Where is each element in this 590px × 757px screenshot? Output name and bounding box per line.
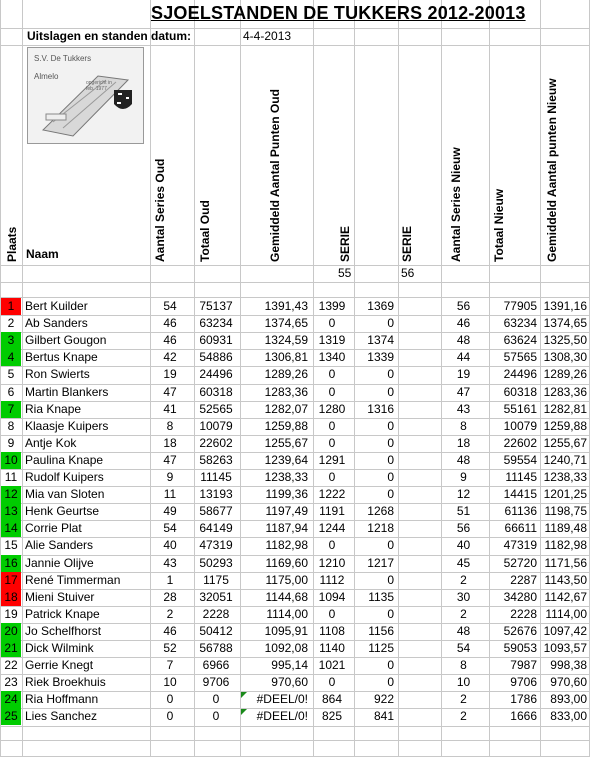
- serie-2-cell[interactable]: 0: [387, 452, 394, 467]
- gem-nieuw-cell[interactable]: 1283,36: [543, 384, 587, 399]
- serie-1-cell[interactable]: 1244: [318, 521, 346, 536]
- player-name-cell[interactable]: Ria Hoffmann: [25, 692, 99, 707]
- totaal-oud-cell[interactable]: 60318: [199, 384, 233, 399]
- serie-2-cell[interactable]: 1268: [367, 504, 394, 519]
- table-row: [0, 640, 590, 657]
- totaal-nieuw-cell[interactable]: 9706: [510, 675, 537, 690]
- serie-1-cell[interactable]: 864: [321, 692, 343, 707]
- totaal-oud-cell[interactable]: 64149: [199, 521, 233, 536]
- gem-nieuw-cell[interactable]: 1097,42: [543, 623, 587, 638]
- header-plaats: Plaats: [5, 226, 19, 262]
- aantal-series-oud-cell[interactable]: 0: [166, 692, 174, 707]
- rank-cell[interactable]: 10: [1, 452, 21, 469]
- table-row: [0, 401, 590, 418]
- serie-2-cell[interactable]: 0: [387, 538, 394, 553]
- header-gem-nieuw: Gemiddeld Aantal punten Nieuw: [545, 78, 559, 262]
- player-name-cell[interactable]: Ria Knape: [25, 401, 82, 416]
- gem-oud-cell[interactable]: 1255,67: [264, 435, 308, 450]
- serie-2-cell[interactable]: 0: [387, 606, 394, 621]
- serie-1-cell[interactable]: 0: [328, 470, 336, 484]
- rank-cell[interactable]: 23: [4, 675, 18, 690]
- serie-1-cell[interactable]: 0: [328, 367, 336, 382]
- gem-oud-cell[interactable]: 1283,36: [264, 384, 308, 399]
- gem-oud-cell[interactable]: 970,60: [271, 675, 308, 690]
- totaal-nieuw-cell[interactable]: 59053: [503, 641, 537, 655]
- player-name-cell[interactable]: Riek Broekhuis: [25, 675, 106, 690]
- serie-2-cell[interactable]: 0: [387, 487, 394, 502]
- serie-number-2[interactable]: 56: [401, 266, 415, 280]
- gem-oud-cell[interactable]: #DEEL/0!: [256, 709, 308, 724]
- serie-2-cell[interactable]: 922: [373, 692, 394, 707]
- gem-nieuw-cell[interactable]: 1391,16: [543, 299, 587, 313]
- aantal-series-oud-cell[interactable]: 8: [166, 418, 174, 433]
- gem-nieuw-cell[interactable]: 1142,67: [544, 589, 587, 604]
- gem-oud-cell[interactable]: 1289,26: [264, 367, 308, 382]
- gem-nieuw-cell[interactable]: 1255,67: [543, 435, 587, 450]
- serie-1-cell[interactable]: 1094: [318, 589, 346, 604]
- aantal-series-oud-cell[interactable]: 40: [163, 538, 177, 553]
- totaal-nieuw-cell[interactable]: 22602: [503, 435, 537, 450]
- gem-nieuw-cell[interactable]: 1325,50: [543, 333, 587, 348]
- totaal-oud-cell[interactable]: 75137: [199, 299, 233, 313]
- totaal-oud-cell[interactable]: 56788: [199, 641, 233, 655]
- totaal-nieuw-cell[interactable]: 24496: [503, 367, 537, 382]
- gem-oud-cell[interactable]: 1144,68: [265, 589, 308, 604]
- gem-nieuw-cell[interactable]: 1093,57: [543, 641, 587, 655]
- player-name-cell[interactable]: Corrie Plat: [25, 521, 82, 536]
- rank-cell[interactable]: 18: [1, 589, 21, 606]
- player-name-cell[interactable]: Henk Geurtse: [25, 504, 100, 519]
- aantal-series-oud-cell[interactable]: 42: [163, 350, 177, 365]
- serie-2-cell[interactable]: 1156: [368, 623, 394, 638]
- sjoelbak-icon: [28, 48, 143, 143]
- aantal-series-nieuw-cell[interactable]: 54: [456, 641, 471, 655]
- date-label: Uitslagen en standen datum:: [27, 29, 192, 43]
- totaal-nieuw-cell[interactable]: 34280: [503, 589, 537, 604]
- rank-cell[interactable]: 21: [1, 640, 21, 657]
- serie-1-cell[interactable]: 0: [328, 435, 336, 450]
- gem-nieuw-cell[interactable]: 1308,30: [543, 350, 587, 365]
- gem-oud-cell[interactable]: 1259,88: [264, 418, 308, 433]
- totaal-oud-cell[interactable]: 6966: [202, 658, 230, 673]
- aantal-series-nieuw-cell[interactable]: 56: [456, 521, 471, 536]
- error-indicator-icon: [241, 709, 247, 715]
- totaal-oud-cell[interactable]: 11145: [200, 470, 232, 484]
- gem-nieuw-cell[interactable]: 1198,75: [544, 504, 587, 519]
- gem-oud-cell[interactable]: 1114,00: [266, 606, 308, 621]
- rank-cell[interactable]: 5: [7, 367, 15, 382]
- totaal-oud-cell[interactable]: 54886: [199, 350, 233, 365]
- totaal-oud-cell[interactable]: 32051: [199, 589, 233, 604]
- gem-oud-cell[interactable]: 1324,59: [264, 333, 308, 348]
- gem-nieuw-cell[interactable]: 1201,25: [543, 487, 587, 502]
- serie-1-cell[interactable]: 1222: [318, 487, 346, 502]
- table-row: [0, 349, 590, 366]
- aantal-series-oud-cell[interactable]: 28: [163, 589, 177, 604]
- header-serie-2: SERIE: [400, 225, 414, 262]
- aantal-series-oud-cell[interactable]: 49: [163, 504, 177, 519]
- serie-number-1[interactable]: 55: [338, 266, 352, 280]
- gem-nieuw-cell[interactable]: 1189,48: [544, 521, 587, 536]
- gem-oud-cell[interactable]: 1175,00: [265, 572, 308, 587]
- totaal-oud-cell[interactable]: 60931: [199, 333, 233, 348]
- totaal-oud-cell[interactable]: 58677: [199, 504, 233, 519]
- gem-oud-cell[interactable]: #DEEL/0!: [256, 692, 308, 707]
- totaal-nieuw-cell[interactable]: 7987: [510, 658, 537, 673]
- totaal-nieuw-cell[interactable]: 14415: [503, 487, 537, 502]
- gem-oud-cell[interactable]: 1187,94: [265, 521, 308, 536]
- aantal-series-nieuw-cell[interactable]: 48: [456, 333, 471, 348]
- aantal-series-oud-cell[interactable]: 54: [163, 299, 177, 313]
- gem-nieuw-cell[interactable]: 1182,98: [544, 538, 587, 553]
- serie-2-cell[interactable]: 0: [387, 316, 394, 331]
- aantal-series-nieuw-cell[interactable]: 45: [456, 555, 471, 570]
- club-logo: S.V. De Tukkers Almelo opgericht in feb. 1977: [27, 47, 144, 144]
- rank-cell[interactable]: 14: [1, 520, 21, 537]
- table-row: [0, 589, 590, 606]
- gem-oud-cell[interactable]: 1239,64: [264, 452, 308, 467]
- totaal-oud-cell[interactable]: 1175: [203, 572, 229, 587]
- totaal-nieuw-cell[interactable]: 55161: [503, 401, 537, 416]
- header-serie-1: SERIE: [338, 225, 352, 262]
- gem-oud-cell[interactable]: 995,14: [271, 658, 308, 673]
- header-totaal-oud: Totaal Oud: [198, 200, 212, 262]
- gem-oud-cell[interactable]: 1282,07: [264, 401, 308, 416]
- aantal-series-oud-cell[interactable]: 2: [166, 606, 174, 621]
- rank-cell[interactable]: 17: [1, 572, 21, 589]
- serie-1-cell[interactable]: 1112: [319, 572, 345, 587]
- table-row: [0, 332, 590, 349]
- serie-1-cell[interactable]: 0: [328, 418, 336, 433]
- gem-oud-cell[interactable]: 1092,08: [264, 641, 308, 655]
- player-name-cell[interactable]: Gerrie Knegt: [25, 658, 94, 673]
- player-name-cell[interactable]: Jo Schelfhorst: [25, 623, 102, 638]
- gem-nieuw-cell[interactable]: 1282,81: [543, 401, 587, 416]
- serie-2-cell[interactable]: 0: [387, 572, 394, 587]
- serie-1-cell[interactable]: 1108: [319, 623, 345, 638]
- rank-cell[interactable]: 1: [1, 298, 21, 315]
- table-row: [0, 435, 590, 452]
- aantal-series-oud-cell[interactable]: 46: [163, 333, 177, 348]
- rank-cell[interactable]: 3: [1, 332, 21, 349]
- aantal-series-oud-cell[interactable]: 47: [163, 384, 177, 399]
- table-row: [0, 384, 590, 401]
- serie-2-cell[interactable]: 0: [387, 418, 394, 433]
- aantal-series-oud-cell[interactable]: 19: [163, 367, 177, 382]
- totaal-oud-cell[interactable]: 0: [212, 692, 220, 707]
- totaal-nieuw-cell[interactable]: 2287: [510, 572, 537, 587]
- totaal-nieuw-cell[interactable]: 60318: [503, 384, 537, 399]
- table-row: [0, 315, 590, 332]
- totaal-nieuw-cell[interactable]: 2228: [510, 606, 537, 621]
- aantal-series-nieuw-cell[interactable]: 44: [456, 350, 471, 365]
- table-row: [0, 469, 590, 486]
- rank-cell[interactable]: 9: [7, 435, 15, 450]
- totaal-nieuw-cell[interactable]: 63234: [503, 316, 537, 331]
- totaal-oud-cell[interactable]: 13193: [199, 487, 233, 502]
- serie-1-cell[interactable]: 1191: [319, 504, 345, 519]
- table-row: [0, 657, 590, 674]
- serie-2-cell[interactable]: 1339: [367, 350, 394, 365]
- sheet-title: SJOELSTANDEN DE TUKKERS 2012-20013: [151, 3, 526, 23]
- gem-nieuw-cell[interactable]: 1374,65: [543, 316, 587, 331]
- table-row: [0, 623, 590, 640]
- player-name-cell[interactable]: Paulina Knape: [25, 452, 104, 467]
- table-row: [0, 691, 590, 708]
- player-name-cell[interactable]: Ron Swierts: [25, 367, 90, 382]
- aantal-series-oud-cell[interactable]: 9: [166, 470, 174, 484]
- gem-oud-cell[interactable]: 1391,43: [264, 299, 308, 313]
- player-name-cell[interactable]: Bert Kuilder: [25, 299, 88, 313]
- aantal-series-nieuw-cell[interactable]: 2: [460, 709, 467, 724]
- player-name-cell[interactable]: Ab Sanders: [25, 316, 88, 331]
- serie-1-cell[interactable]: 1340: [318, 350, 346, 365]
- header-gem-oud: Gemiddeld Aantal Punten Oud: [268, 89, 282, 262]
- aantal-series-nieuw-cell[interactable]: 43: [456, 401, 471, 416]
- table-row: [0, 572, 590, 589]
- gem-nieuw-cell[interactable]: 998,38: [550, 658, 587, 673]
- table-row: [0, 555, 590, 572]
- serie-1-cell[interactable]: 1291: [318, 452, 346, 467]
- player-name-cell[interactable]: Martin Blankers: [25, 384, 109, 399]
- rank-cell[interactable]: 8: [7, 418, 15, 433]
- table-row: [0, 366, 590, 383]
- serie-2-cell[interactable]: 0: [387, 470, 394, 484]
- player-name-cell[interactable]: Bertus Knape: [25, 350, 98, 365]
- totaal-oud-cell[interactable]: 52565: [199, 401, 233, 416]
- serie-1-cell[interactable]: 0: [328, 606, 336, 621]
- player-name-cell[interactable]: René Timmerman: [25, 572, 121, 587]
- rank-cell[interactable]: 22: [4, 658, 18, 673]
- serie-2-cell[interactable]: 0: [387, 435, 394, 450]
- header-aantal-series-nieuw: Aantal Series Nieuw: [449, 147, 463, 262]
- aantal-series-nieuw-cell[interactable]: 56: [456, 299, 471, 313]
- totaal-oud-cell[interactable]: 9706: [202, 675, 230, 690]
- totaal-nieuw-cell[interactable]: 77905: [503, 299, 537, 313]
- rank-cell[interactable]: 12: [1, 486, 21, 503]
- serie-1-cell[interactable]: 1021: [318, 658, 346, 673]
- header-naam: Naam: [26, 247, 59, 261]
- rank-cell[interactable]: 4: [1, 349, 21, 366]
- aantal-series-nieuw-cell[interactable]: 2: [460, 606, 467, 621]
- serie-2-cell[interactable]: 0: [387, 675, 394, 690]
- player-name-cell[interactable]: Antje Kok: [25, 435, 77, 450]
- player-name-cell[interactable]: Jannie Olijve: [25, 555, 94, 570]
- serie-2-cell[interactable]: 0: [387, 658, 394, 673]
- rank-cell[interactable]: 6: [7, 384, 15, 399]
- serie-1-cell[interactable]: 1140: [319, 641, 345, 655]
- aantal-series-oud-cell[interactable]: 54: [163, 521, 177, 536]
- player-name-cell[interactable]: Rudolf Kuipers: [25, 470, 104, 484]
- totaal-oud-cell[interactable]: 24496: [199, 367, 233, 382]
- gem-oud-cell[interactable]: 1182,98: [265, 538, 308, 553]
- gem-oud-cell[interactable]: 1374,65: [264, 316, 308, 331]
- player-name-cell[interactable]: Mieni Stuiver: [25, 589, 95, 604]
- totaal-oud-cell[interactable]: 58263: [199, 452, 233, 467]
- serie-1-cell[interactable]: 1280: [318, 401, 346, 416]
- aantal-series-oud-cell[interactable]: 0: [166, 709, 174, 724]
- table-row: [0, 503, 590, 520]
- table-row: [0, 674, 590, 691]
- table-row: [0, 486, 590, 503]
- serie-2-cell[interactable]: 0: [387, 367, 394, 382]
- player-name-cell[interactable]: Patrick Knape: [25, 606, 100, 621]
- player-name-cell[interactable]: Mia van Sloten: [25, 487, 105, 502]
- table-row: [0, 708, 590, 725]
- totaal-nieuw-cell[interactable]: 52720: [503, 555, 537, 570]
- totaal-nieuw-cell[interactable]: 59554: [503, 452, 537, 467]
- aantal-series-nieuw-cell[interactable]: 2: [460, 692, 467, 707]
- player-name-cell[interactable]: Gilbert Gougon: [25, 333, 107, 348]
- totaal-nieuw-cell[interactable]: 47319: [503, 538, 537, 553]
- serie-1-cell[interactable]: 825: [321, 709, 343, 724]
- totaal-nieuw-cell[interactable]: 66611: [504, 521, 537, 536]
- aantal-series-nieuw-cell[interactable]: 8: [460, 418, 467, 433]
- totaal-nieuw-cell[interactable]: 63624: [503, 333, 537, 348]
- player-name-cell[interactable]: Lies Sanchez: [25, 709, 98, 724]
- serie-2-cell[interactable]: 1135: [368, 589, 394, 604]
- rank-cell[interactable]: 25: [1, 708, 21, 725]
- rank-cell[interactable]: 19: [4, 606, 18, 621]
- aantal-series-oud-cell[interactable]: 18: [163, 435, 177, 450]
- rank-cell[interactable]: 7: [1, 401, 21, 418]
- table-row: [0, 298, 590, 315]
- rank-cell[interactable]: 15: [4, 538, 18, 553]
- gem-oud-cell[interactable]: 1306,81: [264, 350, 308, 365]
- aantal-series-oud-cell[interactable]: 7: [166, 658, 174, 673]
- gem-oud-cell[interactable]: 1169,60: [265, 555, 308, 570]
- gem-nieuw-cell[interactable]: 970,60: [550, 675, 587, 690]
- gem-oud-cell[interactable]: 1238,33: [264, 470, 308, 484]
- totaal-oud-cell[interactable]: 50293: [199, 555, 233, 570]
- aantal-series-nieuw-cell[interactable]: 46: [456, 316, 471, 331]
- table-row: [0, 452, 590, 469]
- totaal-oud-cell[interactable]: 47319: [199, 538, 233, 553]
- totaal-oud-cell[interactable]: 22602: [199, 435, 233, 450]
- aantal-series-nieuw-cell[interactable]: 30: [456, 589, 471, 604]
- aantal-series-nieuw-cell[interactable]: 51: [456, 504, 471, 519]
- aantal-series-oud-cell[interactable]: 46: [163, 316, 177, 331]
- gem-nieuw-cell[interactable]: 1143,50: [544, 572, 587, 587]
- totaal-nieuw-cell[interactable]: 57565: [503, 350, 537, 365]
- header-totaal-nieuw: Totaal Nieuw: [492, 188, 506, 262]
- table-row: [0, 537, 590, 554]
- gem-nieuw-cell[interactable]: 1240,71: [543, 452, 587, 467]
- table-row: [0, 606, 590, 623]
- aantal-series-oud-cell[interactable]: 46: [163, 623, 177, 638]
- totaal-nieuw-cell[interactable]: 52676: [503, 623, 537, 638]
- serie-2-cell[interactable]: 841: [373, 709, 394, 724]
- gem-oud-cell[interactable]: 1199,36: [265, 487, 308, 502]
- serie-2-cell[interactable]: 1125: [368, 641, 394, 655]
- totaal-nieuw-cell[interactable]: 1786: [510, 692, 537, 707]
- rank-cell[interactable]: 24: [1, 691, 21, 708]
- aantal-series-nieuw-cell[interactable]: 10: [456, 675, 471, 690]
- gem-nieuw-cell[interactable]: 1259,88: [543, 418, 587, 433]
- player-name-cell[interactable]: Dick Wilmink: [25, 641, 94, 655]
- serie-2-cell[interactable]: 0: [387, 384, 394, 399]
- totaal-oud-cell[interactable]: 0: [212, 709, 220, 724]
- totaal-oud-cell[interactable]: 2228: [202, 606, 230, 621]
- aantal-series-oud-cell[interactable]: 10: [163, 675, 177, 690]
- aantal-series-nieuw-cell[interactable]: 2: [460, 572, 467, 587]
- rank-cell[interactable]: 13: [1, 503, 21, 520]
- error-indicator-icon: [241, 692, 247, 698]
- serie-2-cell[interactable]: 1374: [367, 333, 394, 348]
- serie-1-cell[interactable]: 0: [328, 675, 336, 690]
- aantal-series-nieuw-cell[interactable]: 9: [460, 470, 467, 484]
- aantal-series-nieuw-cell[interactable]: 19: [456, 367, 471, 382]
- rank-cell[interactable]: 2: [7, 316, 15, 331]
- aantal-series-nieuw-cell[interactable]: 47: [456, 384, 471, 399]
- aantal-series-oud-cell[interactable]: 43: [163, 555, 177, 570]
- aantal-series-nieuw-cell[interactable]: 48: [456, 452, 471, 467]
- totaal-nieuw-cell[interactable]: 61136: [504, 504, 537, 519]
- aantal-series-oud-cell[interactable]: 1: [166, 572, 174, 587]
- gem-oud-cell[interactable]: 1095,91: [264, 623, 308, 638]
- player-name-cell[interactable]: Alie Sanders: [25, 538, 94, 553]
- serie-1-cell[interactable]: 0: [328, 316, 336, 331]
- totaal-nieuw-cell[interactable]: 11145: [505, 470, 537, 484]
- totaal-oud-cell[interactable]: 50412: [199, 623, 233, 638]
- aantal-series-nieuw-cell[interactable]: 18: [456, 435, 471, 450]
- serie-2-cell[interactable]: 1218: [367, 521, 394, 536]
- aantal-series-nieuw-cell[interactable]: 12: [456, 487, 471, 502]
- player-name-cell[interactable]: Klaasje Kuipers: [25, 418, 109, 433]
- table-row: [0, 520, 590, 537]
- aantal-series-nieuw-cell[interactable]: 8: [460, 658, 467, 673]
- date-value[interactable]: 4-4-2013: [243, 29, 292, 43]
- aantal-series-oud-cell[interactable]: 52: [163, 641, 177, 655]
- gem-oud-cell[interactable]: 1197,49: [265, 504, 308, 519]
- totaal-oud-cell[interactable]: 10079: [199, 418, 233, 433]
- gem-nieuw-cell[interactable]: 833,00: [550, 709, 587, 724]
- gem-nieuw-cell[interactable]: 1238,33: [543, 470, 587, 484]
- aantal-series-oud-cell[interactable]: 47: [163, 452, 177, 467]
- serie-1-cell[interactable]: 0: [328, 538, 336, 553]
- aantal-series-nieuw-cell[interactable]: 48: [456, 623, 471, 638]
- rank-cell[interactable]: 16: [1, 555, 21, 572]
- header-aantal-series-oud: Aantal Series Oud: [153, 158, 167, 262]
- aantal-series-nieuw-cell[interactable]: 40: [456, 538, 471, 553]
- serie-2-cell[interactable]: 1316: [367, 401, 394, 416]
- totaal-nieuw-cell[interactable]: 1666: [510, 709, 537, 724]
- aantal-series-oud-cell[interactable]: 11: [163, 487, 177, 502]
- serie-1-cell[interactable]: 0: [328, 384, 336, 399]
- totaal-nieuw-cell[interactable]: 10079: [503, 418, 537, 433]
- table-row: [0, 418, 590, 435]
- serie-1-cell[interactable]: 1319: [318, 333, 346, 348]
- totaal-oud-cell[interactable]: 63234: [199, 316, 233, 331]
- serie-2-cell[interactable]: 1369: [367, 299, 394, 313]
- rank-cell[interactable]: 20: [1, 623, 21, 640]
- aantal-series-oud-cell[interactable]: 41: [163, 401, 177, 416]
- gem-nieuw-cell[interactable]: 1114,00: [545, 606, 587, 621]
- gem-nieuw-cell[interactable]: 1289,26: [543, 367, 587, 382]
- gem-nieuw-cell[interactable]: 893,00: [550, 692, 587, 707]
- serie-1-cell[interactable]: 1210: [318, 555, 346, 570]
- rank-cell[interactable]: 11: [4, 470, 18, 484]
- serie-2-cell[interactable]: 1217: [367, 555, 394, 570]
- gem-nieuw-cell[interactable]: 1171,56: [544, 555, 587, 570]
- serie-1-cell[interactable]: 1399: [318, 299, 346, 313]
